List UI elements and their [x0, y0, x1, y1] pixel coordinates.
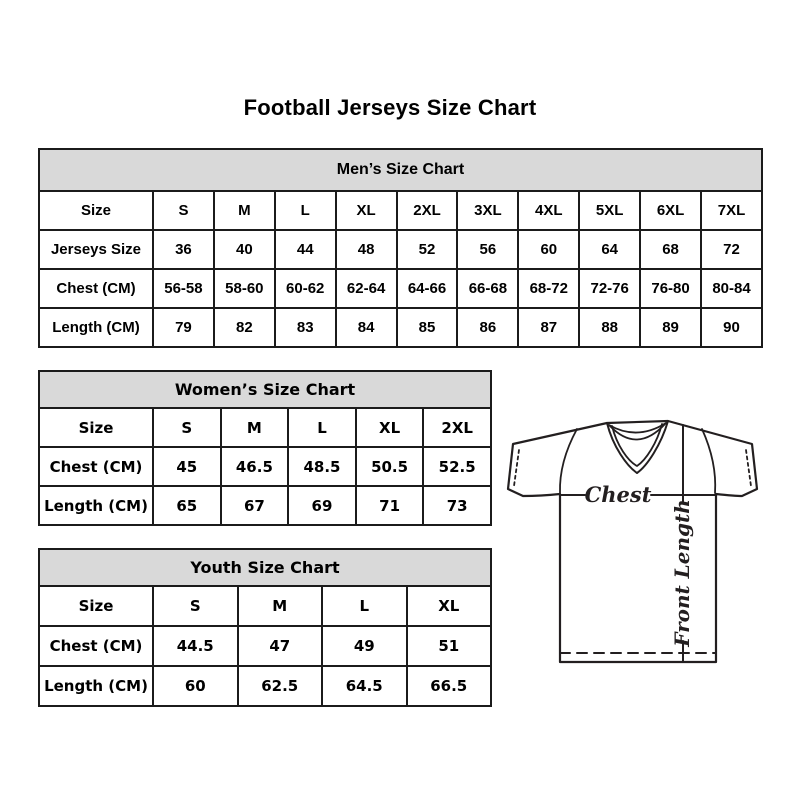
- row-label: Chest (CM): [39, 626, 153, 666]
- front-length-label: Front Length: [670, 499, 694, 647]
- cell: 45: [153, 447, 221, 486]
- cell: 64: [579, 230, 640, 269]
- cell: 71: [356, 486, 424, 525]
- cell: 52: [397, 230, 458, 269]
- cell: 36: [153, 230, 214, 269]
- cell: 6XL: [640, 191, 701, 230]
- cell: XL: [356, 408, 424, 447]
- table-row: [39, 308, 762, 347]
- cell: 87: [518, 308, 579, 347]
- page-title: Football Jerseys Size Chart: [243, 95, 537, 120]
- mens-size-table: [38, 148, 763, 348]
- cell: 7XL: [701, 191, 762, 230]
- cell: 68-72: [518, 269, 579, 308]
- mens-table-title: Men’s Size Chart: [39, 149, 762, 191]
- cell: 44: [275, 230, 336, 269]
- table-row: [39, 230, 762, 269]
- cell: L: [288, 408, 356, 447]
- youth-table-title: Youth Size Chart: [39, 549, 491, 586]
- jersey-outline: [508, 421, 757, 662]
- cell: 85: [397, 308, 458, 347]
- cell: 80-84: [701, 269, 762, 308]
- chest-label: Chest: [584, 482, 652, 507]
- cell: 64.5: [322, 666, 407, 706]
- cell: XL: [336, 191, 397, 230]
- cell: 56-58: [153, 269, 214, 308]
- cell: 50.5: [356, 447, 424, 486]
- jersey-diagram-svg: [495, 410, 765, 670]
- cell: 46.5: [221, 447, 289, 486]
- table-row: [39, 408, 491, 447]
- cell: M: [238, 586, 323, 626]
- row-label: Jerseys Size: [39, 230, 153, 269]
- cell: 60: [153, 666, 238, 706]
- cell: 49: [322, 626, 407, 666]
- cell: 79: [153, 308, 214, 347]
- table-row: [39, 586, 491, 626]
- row-label: Length (CM): [39, 308, 153, 347]
- cell: 62-64: [336, 269, 397, 308]
- cell: 5XL: [579, 191, 640, 230]
- cell: 84: [336, 308, 397, 347]
- cell: 66.5: [407, 666, 492, 706]
- cell: 2XL: [423, 408, 491, 447]
- cell: 65: [153, 486, 221, 525]
- cell: L: [322, 586, 407, 626]
- womens-size-table: [38, 370, 492, 526]
- table-row: [39, 447, 491, 486]
- row-label: Length (CM): [39, 486, 153, 525]
- cell: 47: [238, 626, 323, 666]
- cell: 73: [423, 486, 491, 525]
- cell: 48: [336, 230, 397, 269]
- cell: S: [153, 586, 238, 626]
- row-label: Chest (CM): [39, 269, 153, 308]
- cell: XL: [407, 586, 492, 626]
- cell: 82: [214, 308, 275, 347]
- cell: S: [153, 408, 221, 447]
- cell: 69: [288, 486, 356, 525]
- cell: 60: [518, 230, 579, 269]
- cell: 51: [407, 626, 492, 666]
- table-row: [39, 191, 762, 230]
- table-row: [39, 486, 491, 525]
- jersey-measurement-diagram: [495, 410, 765, 670]
- table-row: [39, 549, 491, 586]
- cell: 72: [701, 230, 762, 269]
- cell: 64-66: [397, 269, 458, 308]
- cell: 2XL: [397, 191, 458, 230]
- cell: 48.5: [288, 447, 356, 486]
- table-row: [39, 666, 491, 706]
- row-label: Size: [39, 408, 153, 447]
- cell: 40: [214, 230, 275, 269]
- row-label: Length (CM): [39, 666, 153, 706]
- cell: 89: [640, 308, 701, 347]
- cell: 68: [640, 230, 701, 269]
- cell: 56: [457, 230, 518, 269]
- cell: 86: [457, 308, 518, 347]
- table-row: [39, 149, 762, 191]
- cell: 90: [701, 308, 762, 347]
- cell: 4XL: [518, 191, 579, 230]
- cell: M: [214, 191, 275, 230]
- cell: 58-60: [214, 269, 275, 308]
- cell: 62.5: [238, 666, 323, 706]
- cell: 52.5: [423, 447, 491, 486]
- cell: L: [275, 191, 336, 230]
- cell: 44.5: [153, 626, 238, 666]
- cell: 88: [579, 308, 640, 347]
- table-row: [39, 626, 491, 666]
- cell: 60-62: [275, 269, 336, 308]
- table-row: [39, 269, 762, 308]
- youth-size-table: [38, 548, 492, 707]
- cell: S: [153, 191, 214, 230]
- womens-table-title: Women’s Size Chart: [39, 371, 491, 408]
- cell: 76-80: [640, 269, 701, 308]
- row-label: Chest (CM): [39, 447, 153, 486]
- row-label: Size: [39, 191, 153, 230]
- cell: 67: [221, 486, 289, 525]
- cell: 3XL: [457, 191, 518, 230]
- cell: 72-76: [579, 269, 640, 308]
- cell: 66-68: [457, 269, 518, 308]
- cell: M: [221, 408, 289, 447]
- table-row: [39, 371, 491, 408]
- row-label: Size: [39, 586, 153, 626]
- cell: 83: [275, 308, 336, 347]
